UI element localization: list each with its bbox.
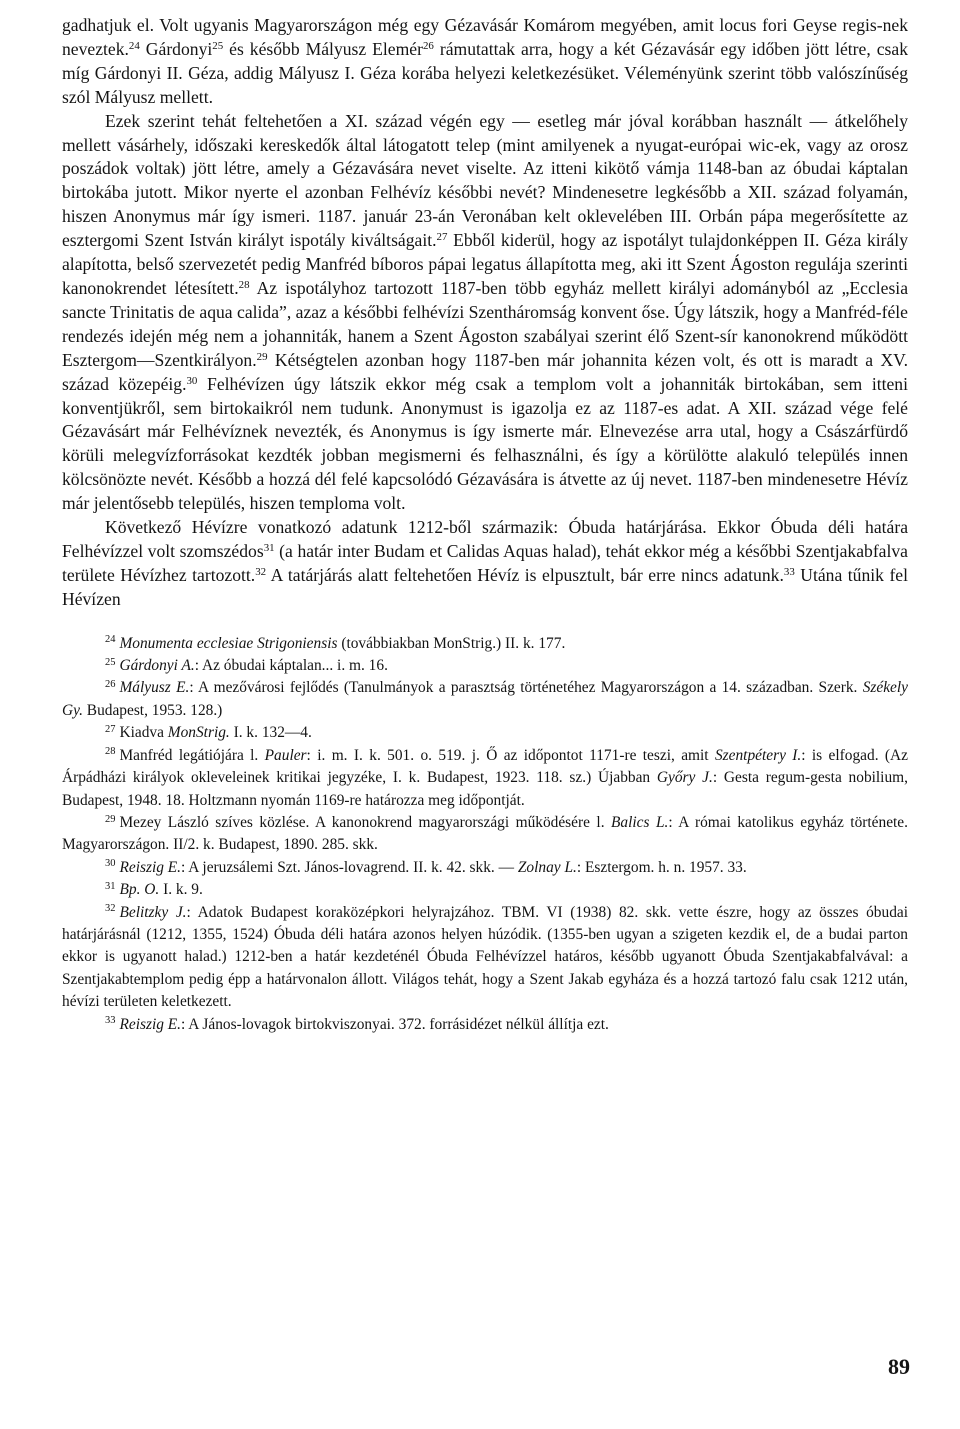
footnote-text: : Adatok Budapest koraközépkori helyrajzához. TBM. VI (1938) 82. skk. vette észre, hogy az összes óbudai határjárásnál (1212, 1355, 1524) Óbuda déli határa azonos helyen húzódik. (1355-ben ugyan a szigeten kezdik el, de a budai parton ekkor is ugyanott halad.) 1212-ben a határ kezdeténél Óbuda Felhévízzel határos, később ugyanott Óbuda Szentjakabfalvával: a Szentjakabtemplom pedig épp a határvonalon állott. Világos tehát, hogy a Szent Jakab egyháza és a hozzá tartozó falu csak 1212 után, hévízi területen keletkezett. (62, 903, 908, 1011)
footnote (62, 902, 908, 1014)
footnote-ref: 29 (256, 350, 268, 363)
footnote-ref: 32 (255, 565, 267, 578)
paragraph (62, 14, 908, 110)
footnote-number: 25 (105, 656, 116, 668)
page-number: 89 (888, 1354, 910, 1379)
footnote-ref: 28 (238, 278, 250, 291)
footnote-number: 30 (105, 858, 116, 870)
footnote-ref: 24 (128, 39, 140, 52)
text-run: Gárdonyi (139, 38, 213, 59)
footnote-text: I. k. 132—4. (229, 724, 312, 742)
footnote-number: 28 (105, 746, 116, 758)
footnote-text: : Gesta regum-gesta nobilium, Budapest, 1948. 18. Holtzmann nyomán 1169-re határozza meg időpontját. (62, 769, 908, 809)
footnote-number: 31 (105, 880, 116, 892)
page (62, 14, 908, 1036)
footnote (62, 857, 908, 879)
italic-citation: Belitzky J. (119, 903, 187, 921)
text-run: Kétségtelen azonban hogy 1187-ben már johannita kézen volt, és ott is maradt a XV. század közepéig. (62, 349, 908, 394)
italic-citation: Reiszig E. (119, 1015, 182, 1033)
footnote-number: 33 (105, 1015, 116, 1027)
text-run: Ezek szerint tehát feltehetően a XI. század végén egy — esetleg már jóval korábban használt — átkelőhely mellett vásárhely, időszaki kereskedők által látogatott telep (mint amilyenek a nyugat-európai wic-ek, vagy az orosz poszádok voltak) jött létre, amely a Gézavására nevet viselte. Az itteni kikötő vámja 1148-ban az óbudai káptalan birtokába jutott. Mikor nyerte el azonban Felhévíz későbbi nevét? Mindenesetre legkésőbb a XII. század folyamán, hiszen Anonymus már így ismeri. 1187. január 23-án Veronában kelt oklevelében III. Orbán pápa megerősítette az esztergomi Szent István királyt ispotály kiváltságait. (62, 110, 908, 251)
footnote-text: : A jeruzsálemi Szt. János-lovagrend. II. k. 42. skk. — (181, 858, 518, 876)
footnote (62, 722, 908, 744)
text-run: rámutattak arra, hogy a két Gézavásár egy időben jött létre, csak míg Gárdonyi II. Géza, addig Mályusz I. Géza korába helyezi keletkezésüket. Véleményünk szerint több valószínűség szól Mályusz mellett. (62, 38, 908, 107)
footnote-ref: 25 (212, 39, 224, 52)
footnote (62, 655, 908, 677)
footnote (62, 745, 908, 812)
footnote-text: I. k. 9. (159, 881, 203, 899)
footnote-ref: 33 (783, 565, 795, 578)
footnote-text: Budapest, 1953. 128.) (82, 701, 223, 719)
italic-citation: Reiszig E. (119, 858, 182, 876)
footnotes (62, 633, 908, 1036)
footnote-number: 27 (105, 724, 116, 736)
italic-citation: Győry J. (656, 769, 713, 787)
footnote-text: Manfréd legátiójára l. (119, 746, 265, 764)
footnote-text: : Az óbudai káptalan... i. m. 16. (194, 657, 388, 675)
footnote (62, 633, 908, 655)
italic-citation: Zolnay L. (517, 858, 577, 876)
footnote-text: Mezey László szíves közlése. A kanonokrend magyarországi működésére l. (119, 813, 612, 831)
footnote-ref: 30 (186, 374, 198, 387)
text-run: Következő Hévízre vonatkozó adatunk 1212-ből származik: Óbuda határjárása. Ekkor Óbuda déli határa Felhévízzel volt szomszédos (62, 517, 908, 561)
paragraph (62, 110, 908, 516)
footnote-text: : A János-lovagok birtokviszonyai. 372. forrásidézet nélkül állítja ezt. (181, 1015, 609, 1033)
text-run: Utána tűnik fel Hévízen (62, 564, 908, 609)
italic-citation: Monumenta ecclesiae Strigoniensis (119, 634, 338, 652)
italic-citation: Mályusz E. (119, 679, 190, 697)
italic-citation: Székely Gy. (62, 679, 908, 719)
text-run: A tatárjárás alatt feltehetően Hévíz is elpusztult, bár erre nincs adatunk. (266, 564, 784, 585)
footnote-ref: 27 (436, 231, 448, 244)
italic-citation: Balics L. (611, 813, 669, 831)
footnote-text: : i. m. I. k. 501. o. 519. j. Ő az időpontot 1171-re teszi, amit (306, 746, 715, 764)
footnote-number: 29 (105, 813, 116, 825)
footnote-ref: 26 (422, 39, 434, 52)
footnote (62, 879, 908, 901)
italic-citation: Gárdonyi A. (119, 657, 195, 675)
text-run: gadhatjuk el. Volt ugyanis Magyarországon még egy Gézavásár Komárom megyében, amit locus fori Geyse regis-nek neveztek. (62, 15, 908, 59)
italic-citation: Pauler (264, 746, 307, 764)
text-run: és később Mályusz Elemér (223, 38, 423, 59)
footnote-number: 24 (105, 634, 116, 646)
paragraph (62, 516, 908, 612)
footnote-text: : A római katolikus egyház története. Magyarországon. II/2. k. Budapest, 1890. 285. skk. (62, 813, 908, 854)
main-text (62, 14, 908, 612)
text-run: Felhévízen úgy látszik ekkor még csak a templom volt a johanniták birtokában, sem itteni konventjükről, sem birtokaikról nem tudunk. Anonymust is igazolja ez az 1187-es adat. A XII. század vége felé Gézavásárt már Felhévíznek nevezték, és Anonymus is így ismerte már. Elnevezése arra utal, hogy a Császárfürdő körüli melegvízforrásokat kezdték jobban megismerni és felhasználni, és így a körülötte alakuló település innen kölcsönözte nevét. Később a hozzá dél felé kapcsolódó Gézavására is átvette az új nevet. 1187-ben mindenesetre Hévíz már jelentősebb település, hiszen temploma volt. (62, 373, 908, 514)
text-run: Az ispotályhoz tartozott 1187-ben több egyház mellett királyi adományból az „Ecclesia sancte Trinitatis de aqua calida”, azaz a későbbi felhévízi Szentháromság konvent őse. Úgy látszik, hogy a Manfréd-féle rendezés idején még nem a johanniták, hanem a Szent Ágoston szabályai szerint élő Szent-sír kanonokrend működött Esztergom—Szentkirályon. (62, 277, 909, 370)
footnote (62, 677, 908, 722)
footnote-text: Kiadva (119, 724, 168, 742)
footnote-text: : Esztergom. h. n. 1957. 33. (576, 858, 747, 876)
text-run: (a határ inter Budam et Calidas Aquas halad), tehát ekkor még a későbbi Szentjakabfalva területe Hévízhez tartozott. (62, 540, 908, 585)
footnote-number: 26 (105, 679, 116, 691)
footnote (62, 1014, 908, 1036)
footnote-text: : is elfogad. (Az Árpádházi királyok okleveleinek kritikai jegyzéke, I. k. Budapest, 1923. 118. sz.) Újabban (62, 746, 908, 787)
italic-citation: MonStrig. (167, 724, 230, 742)
footnote-text: : A mezővárosi fejlődés (Tanulmányok a parasztság történetéhez Magyarországon a 14. században. Szerk. (189, 679, 863, 697)
text-run: Ebből kiderül, hogy az ispotályt tulajdonképpen II. Géza király alapította, belső szervezetét pedig Manfréd bíboros pápai legatus állapította meg, aki itt Szent Ágoston regulája szerinti kanonokrendet létesített. (62, 230, 908, 298)
footnote (62, 812, 908, 857)
italic-citation: Szentpétery I. (714, 746, 802, 764)
italic-citation: Bp. O. (119, 881, 160, 899)
footnote-text: (továbbiakban MonStrig.) II. k. 177. (337, 634, 566, 652)
footnote-number: 32 (105, 903, 116, 915)
footnote-ref: 31 (263, 541, 275, 554)
